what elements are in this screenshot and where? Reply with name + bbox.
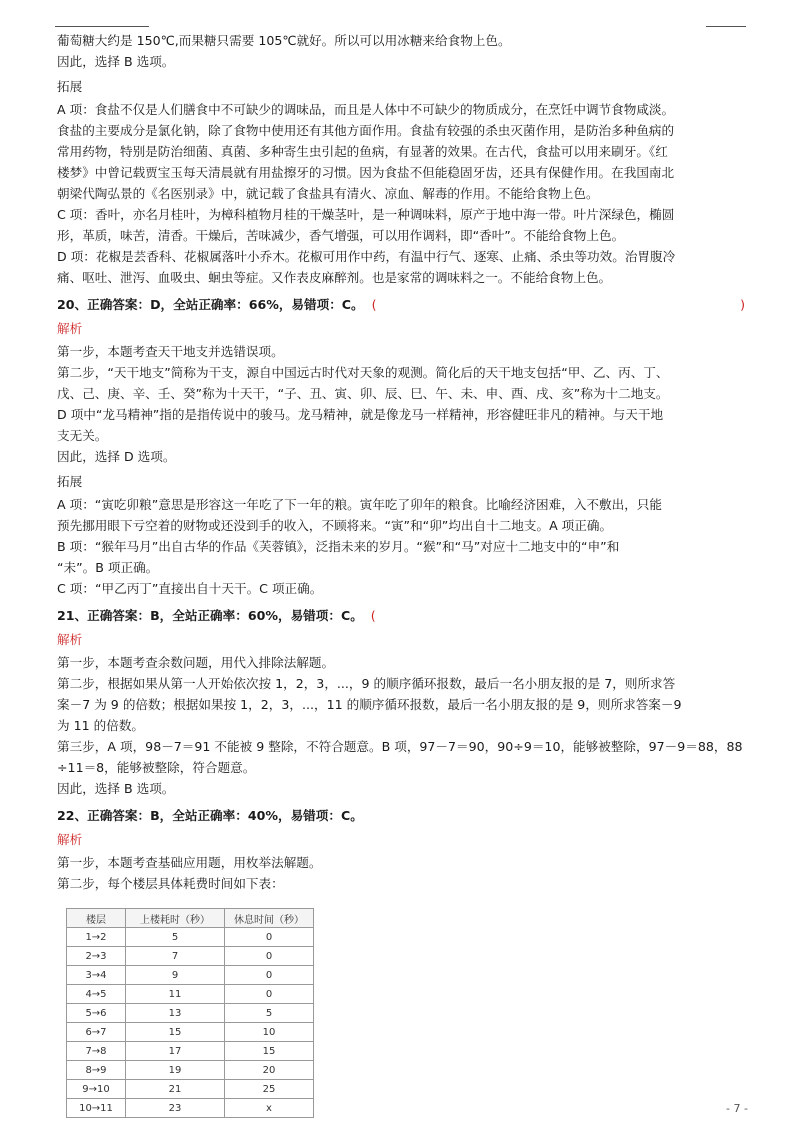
table-row <box>67 1061 314 1080</box>
table-cell: 5 <box>225 1004 314 1023</box>
table-cell: 10→11 <box>67 1099 126 1118</box>
table-row <box>67 1023 314 1042</box>
table-row <box>67 947 314 966</box>
header-rule-right <box>706 26 746 27</box>
analysis-heading: 解析 <box>57 321 83 336</box>
answer-line-q21 <box>57 605 749 627</box>
table-cell: 20 <box>225 1061 314 1080</box>
text-line: 第一步，本题考查余数问题，用代入排除法解题。 <box>57 655 335 670</box>
analysis-heading: 解析 <box>57 832 83 847</box>
table-cell: 7→8 <box>67 1042 126 1061</box>
extension-heading: 拓展 <box>57 79 83 94</box>
table-cell: 19 <box>126 1061 225 1080</box>
table-cell: 15 <box>126 1023 225 1042</box>
table-row <box>67 928 314 947</box>
text-line: “未”。B 项正确。 <box>57 560 159 575</box>
text-line: 预先挪用眼下亏空着的财物或还没到手的收入，不顾将来。“寅”和“卯”均出自十二地支。A 项正确。 <box>57 518 613 533</box>
table-cell: 25 <box>225 1080 314 1099</box>
text-line: 因此，选择 B 选项。 <box>57 54 175 69</box>
red-mark-right: ) <box>740 297 745 312</box>
text-line: 常用药物，特别是防治细菌、真菌、多种寄生虫引起的鱼病，有显著的效果。在古代，食盐可以用来刷牙。《红 <box>57 144 668 159</box>
table-header-cell: 上楼耗时（秒） <box>126 909 225 928</box>
table-cell: 15 <box>225 1042 314 1061</box>
text-line: 第二步，“天干地支”简称为干支，源自中国远古时代对天象的观测。简化后的天干地支包括“甲、乙、丙、丁、 <box>57 365 669 380</box>
text-line: 第二步，根据如果从第一人开始依次按 1，2，3，...，9 的顺序循环报数，最后一名小朋友报的是 7，则所求答 <box>57 676 676 691</box>
text-line: B 项：“猴年马月”出自古华的作品《芙蓉镇》，泛指未来的岁月。“猴”和“马”对应十二地支中的“申”和 <box>57 539 620 554</box>
answer-line-q22 <box>57 805 749 827</box>
text-line: C 项：香叶，亦名月桂叶，为樟科植物月桂的干燥茎叶，是一种调味料，原产于地中海一带。叶片深绿色，椭圆 <box>57 207 675 222</box>
text-line: 因此，选择 D 选项。 <box>57 449 176 464</box>
table-cell: 0 <box>225 928 314 947</box>
table-cell: 4→5 <box>67 985 126 1004</box>
table-cell: 0 <box>225 985 314 1004</box>
text-line: D 项：花椒是芸香科、花椒属落叶小乔木。花椒可用作中药，有温中行气、逐寒、止痛、杀虫等功效。治胃腹冷 <box>57 249 676 264</box>
table-cell: 9→10 <box>67 1080 126 1099</box>
text-line: 第一步，本题考查基础应用题，用枚举法解题。 <box>57 855 322 870</box>
text-line: 第三步，A 项，98－7＝91 不能被 9 整除，不符合题意。B 项，97－7＝90，90÷9＝10，能够被整除，97－9＝88，88 <box>57 739 743 754</box>
text-line: 因此，选择 B 选项。 <box>57 781 175 796</box>
table-cell: 13 <box>126 1004 225 1023</box>
text-line: 葡萄糖大约是 150℃,而果糖只需要 105℃就好。所以可以用冰糖来给食物上色。 <box>57 33 511 48</box>
answer-text: 20、正确答案：D，全站正确率：66%，易错项：C。 <box>57 297 364 312</box>
table-header-row <box>67 909 314 928</box>
text-line: 朝梁代陶弘景的《名医别录》中，就记载了食盐具有清火、凉血、解毒的作用。不能给食物上色。 <box>57 186 599 201</box>
answer-line-q20 <box>57 294 749 316</box>
table-cell: x <box>225 1099 314 1118</box>
text-line: C 项：“甲乙丙丁”直接出自十天干。C 项正确。 <box>57 581 323 596</box>
document-body <box>57 30 749 1118</box>
text-line: 第二步，每个楼层具体耗费时间如下表： <box>57 876 284 891</box>
text-line: 案－7 为 9 的倍数；根据如果按 1，2，3，...，11 的顺序循环报数，最后一名小朋友报的是 9，则所求答案－9 <box>57 697 682 712</box>
text-line: 形，革质，味苦，清香。干燥后，苦味减少，香气增强，可以用作调料，即“香叶”。不能给食物上色。 <box>57 228 625 243</box>
table-cell: 10 <box>225 1023 314 1042</box>
text-line: 戊、己、庚、辛、壬、癸”称为十天干，“子、丑、寅、卯、辰、巳、午、未、申、酉、戌、亥”称为十二地支。 <box>57 386 669 401</box>
table-cell: 1→2 <box>67 928 126 947</box>
text-line: A 项：“寅吃卯粮”意思是形容这一年吃了下一年的粮。寅年吃了卯年的粮食。比喻经济困难，入不敷出，只能 <box>57 497 662 512</box>
text-line: D 项中“龙马精神”指的是指传说中的骏马。龙马精神，就是像龙马一样精神，形容健旺非凡的精神。与天干地 <box>57 407 664 422</box>
table-header-cell: 楼层 <box>67 909 126 928</box>
table-row <box>67 985 314 1004</box>
table-row <box>67 966 314 985</box>
text-line: 楼梦》中曾记载贾宝玉每天清晨就有用盐擦牙的习惯。因为食盐不但能稳固牙齿，还具有保健作用。在我国南北 <box>57 165 675 180</box>
table-cell: 7 <box>126 947 225 966</box>
text-line: A 项：食盐不仅是人们膳食中不可缺少的调味品，而且是人体中不可缺少的物质成分，在烹饪中调节食物咸淡。 <box>57 102 675 117</box>
text-line: 为 11 的倍数。 <box>57 718 145 733</box>
table-cell: 8→9 <box>67 1061 126 1080</box>
table-cell: 5 <box>126 928 225 947</box>
header-rule-left <box>55 26 149 27</box>
table-cell: 0 <box>225 966 314 985</box>
answer-text: 21、正确答案：B，全站正确率：60%，易错项：C。 <box>57 608 363 623</box>
table-row <box>67 1099 314 1118</box>
table-cell: 5→6 <box>67 1004 126 1023</box>
table-row <box>67 1042 314 1061</box>
text-line: 痛、呕吐、泄泻、血吸虫、蛔虫等症。又作表皮麻醉剂。也是家常的调味料之一。不能给食物上色。 <box>57 270 612 285</box>
red-mark: ( <box>370 608 376 623</box>
text-line: 食盐的主要成分是氯化钠，除了食物中使用还有其他方面作用。食盐有较强的杀虫灭菌作用，是防治多种鱼病的 <box>57 123 675 138</box>
extension-section <box>57 99 749 288</box>
text-line: 第一步，本题考查天干地支并选错误项。 <box>57 344 284 359</box>
table-cell: 21 <box>126 1080 225 1099</box>
table-cell: 9 <box>126 966 225 985</box>
floor-time-table <box>66 908 314 1118</box>
table-cell: 2→3 <box>67 947 126 966</box>
table-cell: 23 <box>126 1099 225 1118</box>
answer-text: 22、正确答案：B，全站正确率：40%，易错项：C。 <box>57 808 363 823</box>
red-mark: ( <box>371 297 377 312</box>
extension-heading: 拓展 <box>57 474 83 489</box>
table-cell: 3→4 <box>67 966 126 985</box>
analysis-heading: 解析 <box>57 632 83 647</box>
table-row <box>67 1004 314 1023</box>
table-row <box>67 1080 314 1099</box>
table-cell: 11 <box>126 985 225 1004</box>
table-header-cell: 休息时间（秒） <box>225 909 314 928</box>
text-line: 支无关。 <box>57 428 108 443</box>
table-cell: 6→7 <box>67 1023 126 1042</box>
page-number: - 7 - <box>726 1102 748 1115</box>
text-line: ÷11＝8，能够被整除，符合题意。 <box>57 760 256 775</box>
table-cell: 17 <box>126 1042 225 1061</box>
table-cell: 0 <box>225 947 314 966</box>
